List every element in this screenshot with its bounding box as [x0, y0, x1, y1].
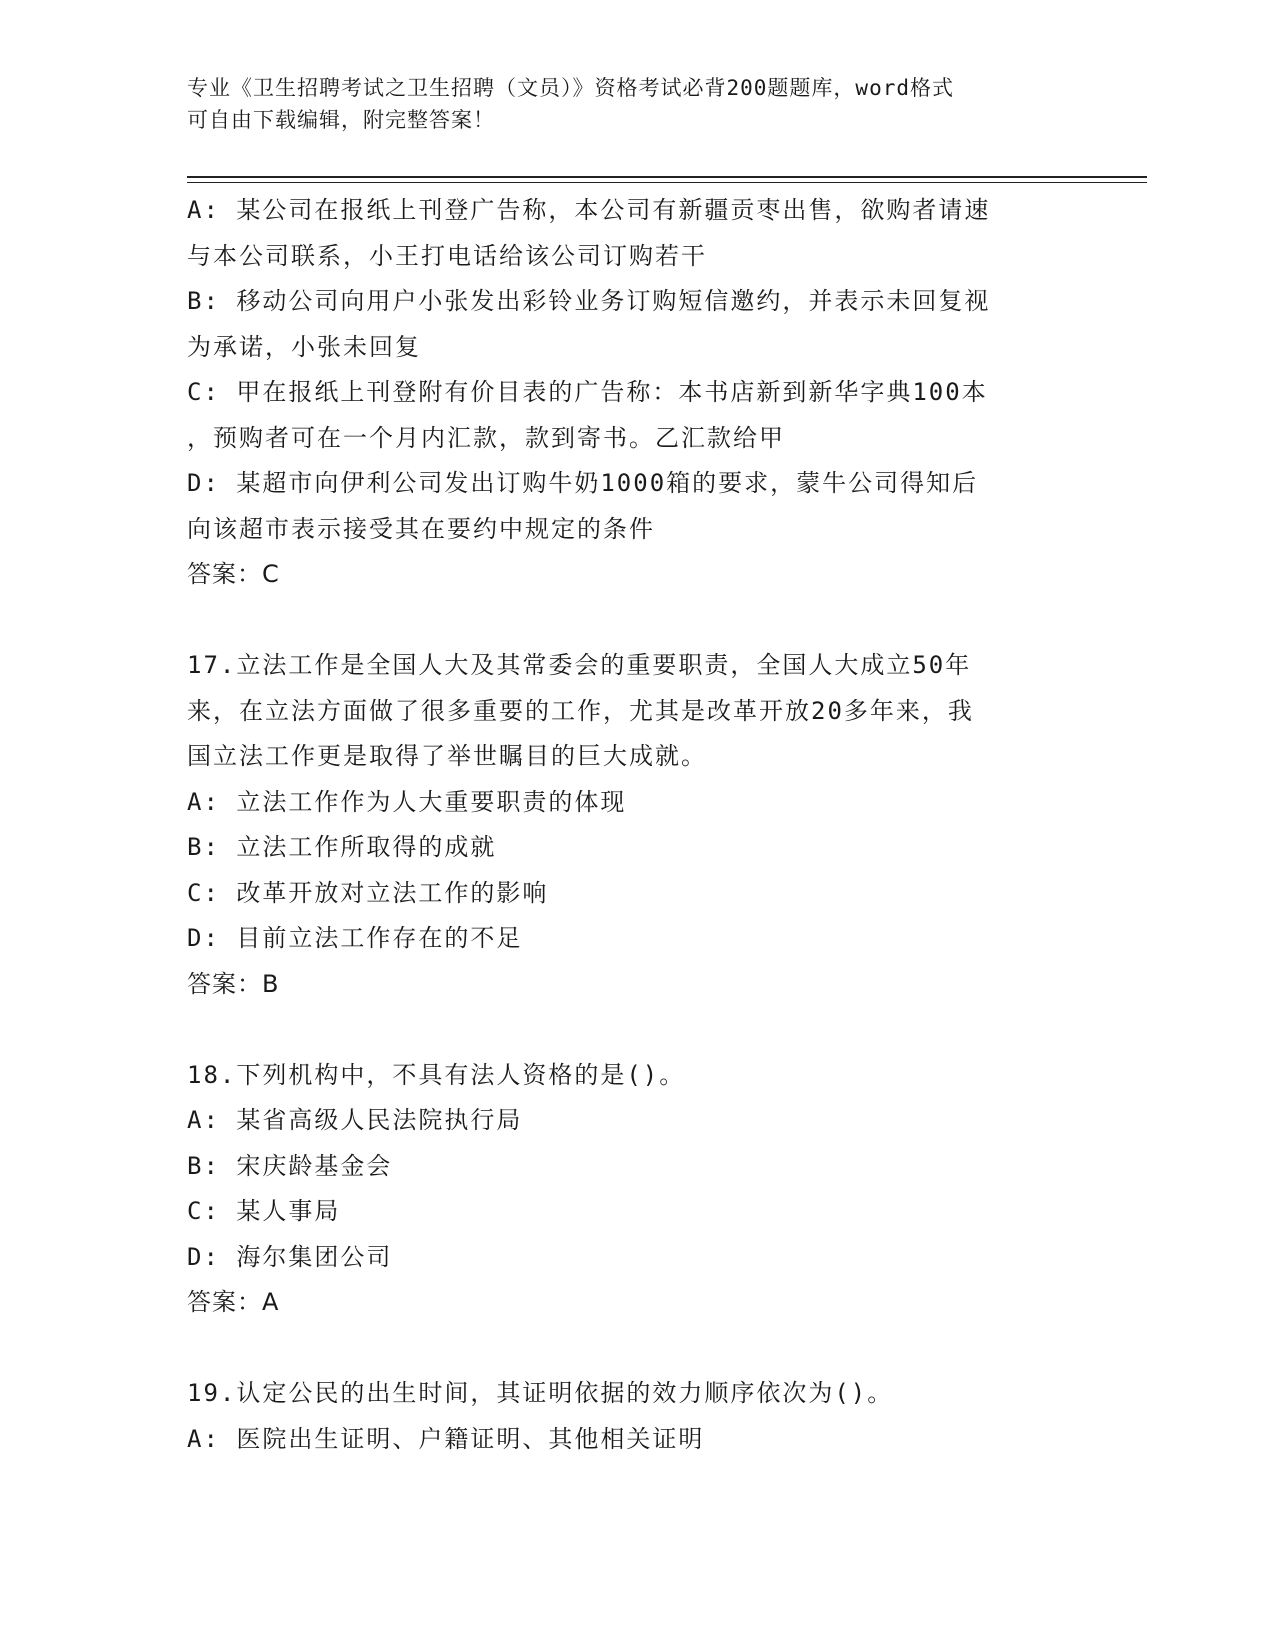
- question-stem: 19.认定公民的出生时间，其证明依据的效力顺序依次为()。: [187, 1379, 894, 1407]
- document-body: [187, 188, 1087, 1462]
- question-16: [187, 188, 1087, 598]
- option-b: B: 宋庆龄基金会: [187, 1151, 393, 1180]
- spacer: [187, 598, 1087, 644]
- option-a-line-2: 与本公司联系，小王打电话给该公司订购若干: [187, 241, 707, 270]
- option-a-line-1: A: 某公司在报纸上刊登广告称，本公司有新疆贡枣出售，欲购者请速: [187, 196, 991, 224]
- option-a: A: 医院出生证明、户籍证明、其他相关证明: [187, 1424, 705, 1453]
- option-c: C: 某人事局: [187, 1197, 341, 1225]
- option-c: C: 改革开放对立法工作的影响: [187, 878, 549, 907]
- option-b: B: 立法工作所取得的成就: [187, 833, 497, 861]
- question-stem-line-3: 国立法工作更是取得了举世瞩目的巨大成就。: [187, 742, 707, 770]
- option-d-line-1: D: 某超市向伊利公司发出订购牛奶1000箱的要求，蒙牛公司得知后: [187, 469, 979, 497]
- spacer: [187, 1007, 1087, 1053]
- option-a: A: 某省高级人民法院执行局: [187, 1106, 523, 1134]
- header-rule-thin: [187, 182, 1147, 183]
- option-c-line-1: C: 甲在报纸上刊登附有价目表的广告称：本书店新到新华字典100本: [187, 378, 988, 406]
- question-stem: 18.下列机构中，不具有法人资格的是()。: [187, 1060, 686, 1089]
- question-17: [187, 643, 1087, 1007]
- header-rule-thick: [187, 176, 1147, 178]
- option-a: A: 立法工作作为人大重要职责的体现: [187, 787, 627, 816]
- answer-17: 答案：B: [187, 969, 280, 998]
- option-b-line-2: 为承诺，小张未回复: [187, 332, 421, 361]
- answer-16: 答案：C: [187, 560, 280, 588]
- option-b-line-1: B: 移动公司向用户小张发出彩铃业务订购短信邀约，并表示未回复视: [187, 287, 991, 315]
- question-stem-line-2: 来，在立法方面做了很多重要的工作，尤其是改革开放20多年来，我: [187, 696, 974, 725]
- page-header: [187, 72, 1087, 136]
- option-d: D: 目前立法工作存在的不足: [187, 924, 523, 952]
- spacer: [187, 1326, 1087, 1372]
- option-d-line-2: 向该超市表示接受其在要约中规定的条件: [187, 514, 655, 543]
- question-19: [187, 1371, 1087, 1462]
- answer-18: 答案：A: [187, 1288, 280, 1316]
- option-c-line-2: ，预购者可在一个月内汇款，款到寄书。乙汇款给甲: [187, 423, 785, 452]
- option-d: D: 海尔集团公司: [187, 1242, 393, 1271]
- question-18: [187, 1053, 1087, 1326]
- question-stem-line-1: 17.立法工作是全国人大及其常委会的重要职责，全国人大成立50年: [187, 651, 972, 679]
- header-line-1: 专业《卫生招聘考试之卫生招聘（文员）》资格考试必背200题题库，word格式: [187, 76, 954, 100]
- header-line-2: 可自由下载编辑，附完整答案！: [187, 108, 495, 132]
